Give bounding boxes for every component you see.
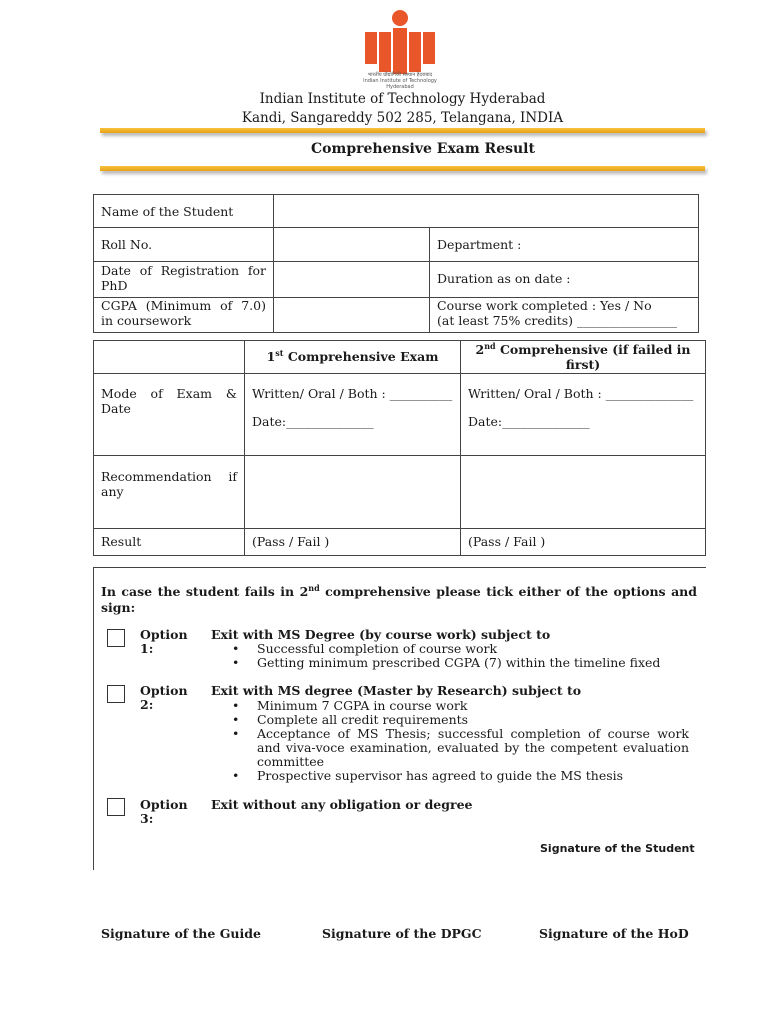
- option-1-label: Option 1:: [140, 627, 188, 656]
- header-divider-bottom: [100, 166, 705, 171]
- date-first-text: Date:______________: [252, 414, 374, 429]
- department-label[interactable]: Department :: [430, 228, 699, 262]
- option-3-label: Option 3:: [140, 797, 188, 826]
- mode-label: Mode of Exam & Date: [94, 374, 245, 456]
- coursework-label-line2: (at least 75% credits) ________________: [437, 313, 678, 328]
- option-2-bullet: • Minimum 7 CGPA in course work: [232, 699, 689, 713]
- option-2-label: Option 2:: [140, 683, 188, 712]
- result-label: Result: [94, 529, 245, 556]
- coursework-label-line1: Course work completed : Yes / No: [437, 298, 652, 313]
- mode-second-cell[interactable]: [461, 374, 706, 456]
- mode-first-cell[interactable]: [245, 374, 461, 456]
- institute-logo: [355, 8, 445, 94]
- option-2-checkbox[interactable]: [107, 685, 125, 703]
- second-exam-num: 2: [475, 342, 485, 357]
- exam-header-blank: [94, 341, 245, 374]
- institute-address: Kandi, Sangareddy 502 285, Telangana, INDIA: [241, 110, 564, 126]
- option-1-heading: Exit with MS Degree (by course work) subject to: [211, 627, 551, 642]
- registration-label: [94, 262, 274, 298]
- logo-emblem: [355, 8, 445, 74]
- logo-text-english: Indian Institute of Technology: [363, 78, 437, 84]
- second-exam-sup: nd: [484, 340, 496, 351]
- coursework-cell[interactable]: [430, 298, 699, 333]
- first-exam-title: Comprehensive Exam: [283, 349, 439, 364]
- date-second-text: Date:______________: [468, 414, 590, 429]
- option-3-heading: Exit without any obligation or degree: [211, 797, 473, 812]
- option-2-bullet: • Complete all credit requirements: [232, 713, 689, 727]
- failure-intro-pre: In case the student fails in 2: [101, 584, 309, 599]
- cgpa-label-line1: CGPA (Minimum of 7.0): [101, 298, 266, 313]
- option-1-checkbox[interactable]: [107, 629, 125, 647]
- cgpa-label: [94, 298, 274, 333]
- roll-field[interactable]: [274, 228, 430, 262]
- institute-name: Indian Institute of Technology Hyderabad: [259, 91, 546, 107]
- duration-label[interactable]: Duration as on date :: [430, 262, 699, 298]
- first-exam-num: 1: [266, 349, 276, 364]
- dpgc-signature-label: Signature of the DPGC: [322, 926, 482, 941]
- logo-text-hindi: भारतीय प्रौद्योगिकी संस्थान हैदराबाद: [367, 72, 433, 78]
- option-2-bullet: • Prospective supervisor has agreed to guide the MS thesis: [232, 769, 689, 783]
- option-1-bullets: [232, 642, 689, 670]
- name-field[interactable]: [274, 195, 699, 228]
- registration-field[interactable]: [274, 262, 430, 298]
- registration-label-line1: Date of Registration for: [101, 263, 266, 278]
- comprehensive-exam-table: [93, 340, 706, 556]
- recommendation-second-field[interactable]: [461, 456, 706, 529]
- recommendation-label: Recommendation if any: [94, 456, 245, 529]
- mode-first-text: Written/ Oral / Both : __________: [252, 386, 453, 401]
- mode-second-text: Written/ Oral / Both : ______________: [468, 386, 694, 401]
- option-2-bullet: • Acceptance of MS Thesis; successful completion of course work and viva-voce examination, evaluated by the competent evaluation committee: [232, 727, 689, 769]
- option-1-bullet: • Successful completion of course work: [232, 642, 689, 656]
- cgpa-label-line2: in coursework: [101, 313, 192, 328]
- cgpa-field[interactable]: [274, 298, 430, 333]
- logo-text-city: Hyderabad: [386, 84, 414, 90]
- recommendation-first-field[interactable]: [245, 456, 461, 529]
- failure-intro: [101, 584, 697, 616]
- header-divider-top: [100, 128, 705, 133]
- option-2-heading: Exit with MS degree (Master by Research) subject to: [211, 683, 582, 698]
- result-first-field[interactable]: (Pass / Fail ): [245, 529, 461, 556]
- result-second-field[interactable]: (Pass / Fail ): [461, 529, 706, 556]
- registration-label-line2: PhD: [101, 278, 128, 293]
- guide-signature-label: Signature of the Guide: [101, 926, 261, 941]
- name-label: Name of the Student: [94, 195, 274, 228]
- second-exam-header: [461, 341, 706, 374]
- page-title: Comprehensive Exam Result: [311, 141, 535, 157]
- failure-intro-post: comprehensive please tick either of the options and sign:: [101, 584, 697, 615]
- student-info-table: [93, 194, 699, 333]
- first-exam-sup: st: [275, 347, 284, 358]
- student-signature-label: Signature of the Student: [540, 842, 695, 855]
- failure-intro-sup: nd: [308, 582, 320, 593]
- hod-signature-label: Signature of the HoD: [539, 926, 689, 941]
- roll-label: Roll No.: [94, 228, 274, 262]
- first-exam-header: [245, 341, 461, 374]
- option-3-checkbox[interactable]: [107, 798, 125, 816]
- option-1-bullet: • Getting minimum prescribed CGPA (7) within the timeline fixed: [232, 656, 689, 670]
- option-2-bullets: [232, 699, 689, 783]
- second-exam-title: Comprehensive (if failed in first): [495, 342, 691, 372]
